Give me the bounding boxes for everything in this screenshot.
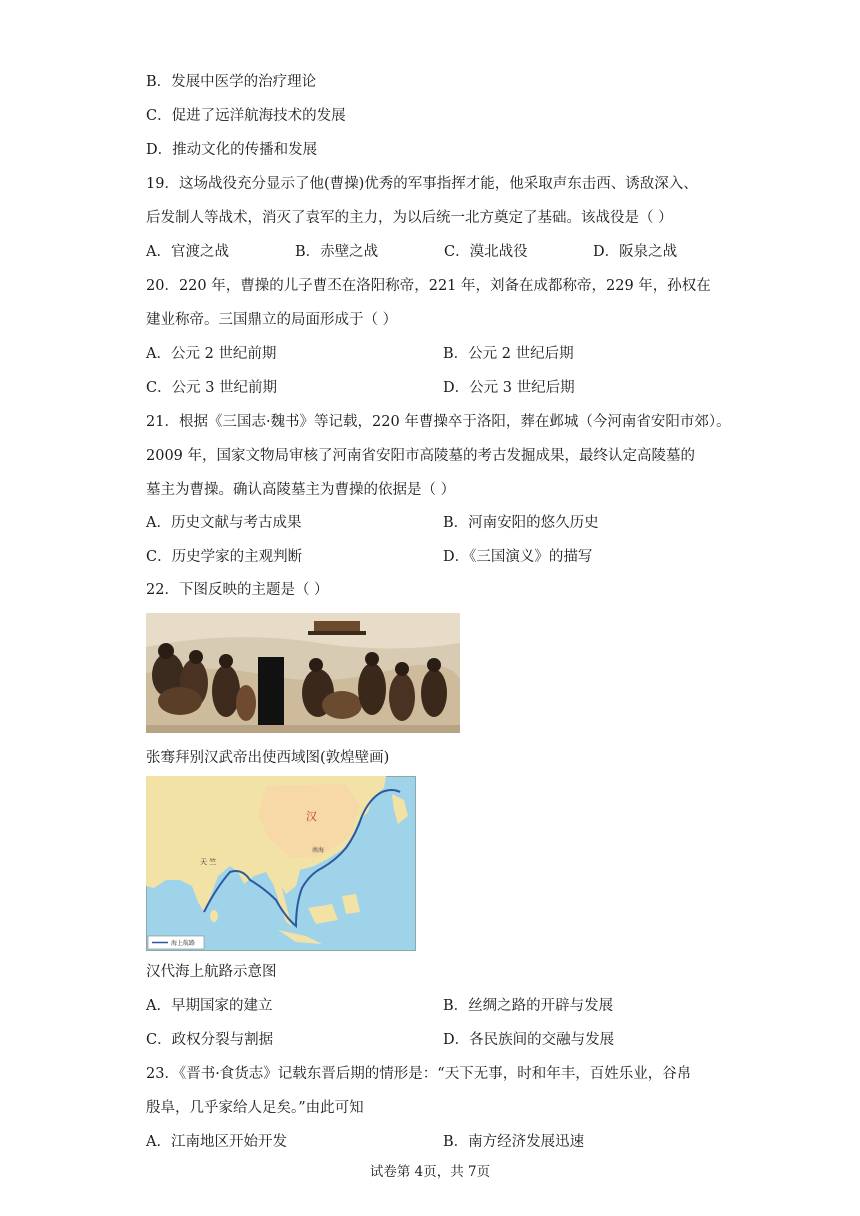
sea-route-map-illustration: [146, 776, 416, 951]
map-legend-label: 海上航路: [171, 940, 196, 947]
mural-illustration: [146, 613, 460, 733]
q22-option-a: A．早期国家的建立: [146, 998, 273, 1014]
q21-option-c: C．历史学家的主观判断: [146, 549, 303, 565]
q20-stem-line1: 20．220 年，曹操的儿子曹丕在洛阳称帝，221 年，刘备在成都称帝，229 年，孙权在: [146, 278, 711, 294]
dunhuang-mural-image: [146, 613, 460, 733]
map-label-tianzhu: 天 竺: [200, 858, 217, 866]
map-label-han: 汉: [306, 810, 317, 823]
q20-option-c: C．公元 3 世纪前期: [146, 380, 278, 396]
q21-option-d: D．《三国演义》的描写: [443, 549, 593, 565]
q19-option-c: C．漠北战役: [444, 244, 528, 260]
q18-option-d: D．推动文化的传播和发展: [146, 142, 318, 158]
q21-stem-line3: 墓主为曹操。确认高陵墓主为曹操的依据是（ ）: [146, 482, 456, 498]
q19-stem-line2: 后发制人等战术，消灭了袁军的主力，为以后统一北方奠定了基础。该战役是（ ）: [146, 210, 673, 226]
q23-option-a: A．江南地区开始开发: [146, 1134, 287, 1150]
q22-option-c: C．政权分裂与割据: [146, 1032, 274, 1048]
q20-option-b: B．公元 2 世纪后期: [443, 346, 574, 362]
han-sea-route-map: [146, 776, 416, 951]
q23-stem-line2: 殷阜，几乎家给人足矣。”由此可知: [146, 1100, 364, 1116]
q18-option-c: C．促进了远洋航海技术的发展: [146, 108, 346, 124]
q22-stem: 22．下图反映的主题是（ ）: [146, 582, 329, 598]
q19-option-a: A．官渡之战: [146, 244, 229, 260]
q21-option-a: A．历史文献与考古成果: [146, 515, 302, 531]
q19-option-b: B．赤壁之战: [295, 244, 379, 260]
q23-option-b: B．南方经济发展迅速: [443, 1134, 585, 1150]
q19-options: [146, 242, 742, 262]
q22-option-d: D．各民族间的交融与发展: [443, 1032, 615, 1048]
q20-option-d: D．公元 3 世纪后期: [443, 380, 575, 396]
q18-option-b: B．发展中医学的治疗理论: [146, 74, 317, 90]
q21-stem-line1: 21．根据《三国志·魏书》等记载，220 年曹操卒于洛阳，葬在邺城（今河南省安阳市郊）。: [146, 414, 731, 430]
page-footer: 试卷第 4页，共 7页: [369, 1164, 491, 1180]
q21-stem-line2: 2009 年，国家文物局审核了河南省安阳市高陵墓的考古发掘成果，最终认定高陵墓的: [146, 448, 696, 464]
q20-option-a: A．公元 2 世纪前期: [146, 346, 277, 362]
map-label-nanhai: 南海: [312, 847, 325, 854]
q20-stem-line2: 建业称帝。三国鼎立的局面形成于（ ）: [146, 312, 398, 328]
q19-option-d: D．阪泉之战: [593, 244, 678, 260]
q19-stem-line1: 19．这场战役充分显示了他(曹操)优秀的军事指挥才能，他采取声东击西、诱敌深入、: [146, 176, 698, 192]
mural-caption: 张骞拜别汉武帝出使西域图(敦煌壁画): [146, 750, 390, 766]
q21-option-b: B．河南安阳的悠久历史: [443, 515, 599, 531]
q23-stem-line1: 23．《晋书·食货志》记载东晋后期的情形是：“天下无事，时和年丰，百姓乐业，谷帛: [146, 1066, 692, 1082]
map-caption: 汉代海上航路示意图: [146, 964, 277, 980]
q22-option-b: B．丝绸之路的开辟与发展: [443, 998, 614, 1014]
